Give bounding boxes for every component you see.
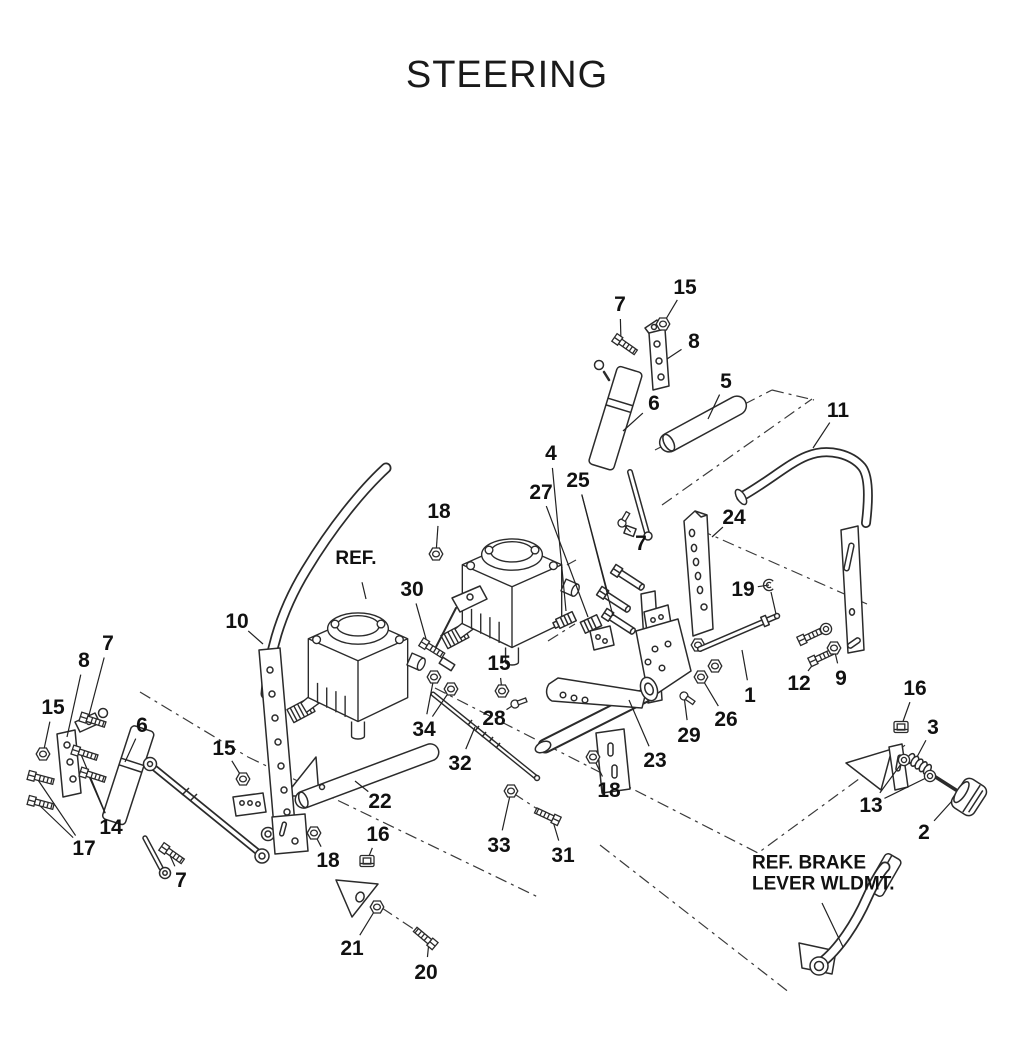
callout-29 [677, 690, 700, 747]
leader-line [667, 349, 682, 359]
callout-21 [340, 901, 383, 960]
callout-label: 20 [414, 961, 438, 984]
page-title: STEERING [405, 54, 609, 96]
leader-line [36, 802, 73, 838]
callout-18 [307, 827, 340, 872]
callout-label: 19 [731, 578, 755, 601]
callout-label: 15 [212, 737, 236, 760]
callout-label: 12 [787, 672, 811, 695]
callout-15 [487, 652, 511, 697]
callout-label: 1 [744, 684, 756, 707]
callout-16 [360, 823, 390, 867]
leader-line [466, 727, 475, 749]
leader-line [742, 650, 747, 680]
callout-ref-brake-lever-wldmt- [752, 853, 895, 948]
callout-19 [731, 578, 773, 601]
nut-glyph [504, 785, 518, 797]
leader-line [917, 740, 926, 757]
callout-label: 10 [225, 610, 249, 633]
callout-1 [742, 650, 756, 707]
part-pump-left [287, 613, 427, 739]
screw-glyph [510, 696, 528, 709]
part-fasteners-right [797, 623, 832, 645]
callout-label: 4 [545, 442, 557, 465]
callout-label: REF. [335, 548, 377, 569]
callout-20 [412, 926, 438, 984]
callout-label: 32 [448, 752, 472, 775]
callout-label: 26 [714, 708, 738, 731]
callout-label: 15 [673, 276, 697, 299]
callout-11 [813, 399, 849, 448]
callout-label: 13 [859, 794, 883, 817]
callout-label: 6 [648, 392, 660, 415]
callout-28 [482, 696, 527, 730]
nut-glyph [656, 318, 670, 330]
nut-glyph [427, 671, 441, 683]
leader-line [248, 631, 263, 644]
callout-label: 16 [903, 677, 927, 700]
callout-26 [694, 671, 737, 731]
nut-glyph [36, 748, 50, 760]
callout-label: 9 [835, 667, 847, 690]
callout-label: 24 [722, 506, 746, 529]
part-triangle-bracket-21 [336, 880, 378, 917]
part-adjustment-bar-24 [684, 511, 713, 636]
part-handlebar-11 [733, 452, 868, 653]
callout-label: 7 [102, 632, 114, 655]
washer-glyph [898, 754, 909, 765]
callout-label: 30 [400, 578, 424, 601]
callout-label: 22 [368, 790, 392, 813]
callout-label: 23 [643, 749, 667, 772]
callout-label: 18 [427, 500, 451, 523]
part-gas-spring-left-6 [99, 709, 171, 879]
bolt-glyph [419, 638, 446, 660]
callout-label: 21 [340, 937, 364, 960]
leader-line [934, 801, 952, 821]
screw-glyph [678, 690, 696, 706]
callout-15 [212, 737, 249, 785]
callout-label: 31 [551, 844, 575, 867]
nut-glyph [429, 548, 443, 560]
bolt-glyph [534, 806, 561, 825]
nut-glyph [495, 685, 509, 697]
callout-label: 5 [720, 370, 732, 393]
callout-label: 7 [614, 293, 626, 316]
callout-label: 34 [412, 718, 436, 741]
callout-label: 14 [99, 816, 123, 839]
callout-label: 18 [316, 849, 340, 872]
callout-7 [612, 293, 639, 356]
washer-glyph [924, 770, 935, 781]
leader-line [712, 527, 723, 537]
callout-22 [355, 781, 392, 813]
callout-16 [894, 677, 927, 733]
callout-label: 27 [529, 481, 553, 504]
callout-18 [427, 500, 451, 560]
callout-33 [487, 785, 517, 857]
callout-ref- [335, 548, 376, 599]
callout-label: 7 [175, 869, 187, 892]
callout-label: 16 [366, 823, 390, 846]
callout-label: 15 [41, 696, 65, 719]
callout-3 [917, 716, 939, 757]
part-bellcrank-23 [533, 675, 660, 793]
callout-label: 2 [918, 821, 930, 844]
bolt-glyph [412, 926, 438, 950]
clipnut-glyph [360, 856, 374, 867]
callout-label: 18 [597, 779, 621, 802]
callout-24 [712, 506, 746, 537]
callout-label: 6 [136, 714, 148, 737]
nut-glyph [827, 642, 841, 654]
callout-label: 15 [487, 652, 511, 675]
callout-label: 8 [78, 649, 90, 672]
leader-line [813, 423, 830, 448]
callout-2 [918, 801, 952, 844]
nut-glyph [444, 683, 458, 695]
callout-15 [656, 276, 697, 330]
leader-line [362, 582, 366, 599]
nut-glyph [236, 773, 250, 785]
callout-10 [225, 610, 263, 644]
nut-glyph [586, 751, 600, 763]
callout-label: 33 [487, 834, 511, 857]
bolt-glyph [159, 843, 186, 865]
part-gas-spring-upper-6 [588, 361, 652, 541]
part-bolt-spacer-30 [439, 657, 455, 670]
nut-glyph [370, 901, 384, 913]
part-tube-5 [656, 393, 749, 456]
clipnut-glyph [894, 722, 908, 733]
callout-23 [629, 700, 667, 772]
callout-12 [787, 647, 835, 695]
nut-glyph [307, 827, 321, 839]
callout-label: 28 [482, 707, 506, 730]
callout-label: 8 [688, 330, 700, 353]
bolt-glyph [612, 334, 639, 356]
callout-label: REF. BRAKE LEVER WLDMT. [752, 852, 895, 895]
callout-8 [667, 330, 700, 359]
callout-label: 17 [72, 837, 96, 860]
callout-label: 7 [635, 532, 647, 555]
callout-label: 29 [677, 724, 701, 747]
leader-line [822, 903, 843, 947]
callout-label: 11 [826, 399, 850, 422]
callout-32 [448, 727, 475, 775]
leader-line [582, 495, 613, 616]
callout-31 [534, 806, 575, 867]
callout-label: 3 [927, 716, 939, 739]
callout-9 [827, 642, 847, 690]
nut-glyph [694, 671, 708, 683]
callout-label: 25 [566, 469, 590, 492]
